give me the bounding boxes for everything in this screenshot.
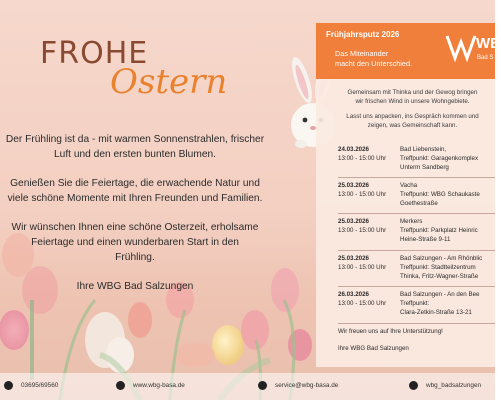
event-meeting-point: Treffpunkt: Parkplatz Heinric [400,226,478,234]
footer-instagram-text: wbg_badsalzungen [426,382,482,389]
event-location [400,182,480,208]
event-location [400,291,479,317]
event-place: Bad Liebenstein, [400,146,447,153]
event-time: 13:00 - 15:00 Uhr [338,154,387,162]
panel-title: Frühjahrsputz 2026 [326,30,400,39]
logo-text: WB [476,35,501,52]
panel-subtitle-line: Das Miteinander [335,49,389,58]
event-place: Merkers [400,218,423,225]
event-divider [338,250,495,251]
event-date-time [338,218,386,236]
event-date-time [338,255,386,273]
event-date: 25.03.2026 [338,255,369,262]
intro-line: zeigen, was Gemeinschaft kann. [367,122,458,129]
phone-icon [4,381,13,390]
logo-subtext: Bad S [477,55,494,61]
panel-intro [330,88,495,136]
panel-subtitle [335,49,412,69]
event-meeting-point: Treffpunkt: WBG Schaukaste [400,190,480,198]
footer-instagram[interactable] [409,381,481,390]
event-date: 25.03.2026 [338,182,369,189]
panel-subtitle-line: macht den Unterschied. [335,59,413,68]
event-location [400,255,482,281]
event-time: 13:00 - 15:00 Uhr [338,263,387,271]
event-address: Unterm Sandberg [400,163,449,171]
event-address: Goethestraße [400,199,438,207]
footer-email-text: service@wbg-basa.de [275,382,339,389]
event-date: 26.03.2026 [338,291,369,298]
footer-website[interactable] [116,381,185,390]
event-place: Vacha [400,182,418,189]
mail-icon [258,381,267,390]
event-place: Bad Salzungen - An den Bee [400,291,480,298]
event-address: Thinka, Fritz-Wagner-Straße [400,272,479,280]
event-date: 25.03.2026 [338,218,369,225]
footer-phone-text: 03695/69560 [21,382,59,389]
title-ostern: Ostern [110,62,228,102]
event-meeting-point: Treffpunkt: Garagenkomplex [400,154,479,162]
event-meeting-point: Treffpunkt: [400,299,430,307]
panel-outro: Wir freuen uns auf Ihre Unterstützung! [338,328,443,335]
panel-signature: Ihre WBG Bad Salzungen [338,345,409,352]
footer-phone[interactable] [4,381,58,390]
instagram-icon [409,381,418,390]
event-divider [338,213,495,214]
event-location [400,218,478,244]
event-time: 13:00 - 15:00 Uhr [338,226,387,234]
event-divider [338,286,495,287]
footer-website-text: www.wbg-basa.de [133,382,185,389]
event-address: Heine-Straße 9-11 [400,235,451,243]
event-time: 13:00 - 15:00 Uhr [338,190,387,198]
event-meeting-point: Treffpunkt: Stadtteilzentrum [400,263,476,271]
intro-line: Gemeinsam mit Thinka und der Gewog bringen [347,89,478,96]
greeting-signature: Ihre WBG Bad Salzungen [76,281,194,292]
event-time: 13:00 - 15:00 Uhr [338,299,387,307]
greeting-paragraph: Der Frühling ist da - mit warmen Sonnenstrahlen, frischer Luft und den ersten bunten Blumen. [5,134,265,160]
event-date-time [338,146,386,164]
footer-email[interactable] [258,381,338,390]
greeting-paragraph: Genießen Sie die Feiertage, die erwachende Natur und viele schöne Momente mit Ihren Freunden und Familien. [7,178,263,204]
event-date: 24.03.2026 [338,146,369,153]
intro-line: wir frischen Wind in unsere Wohngebiete. [355,98,470,105]
greeting-paragraph: Wir wünschen Ihnen eine schöne Osterzeit, erholsame Feiertage und einen wunderbaren Start in den Frühling. [11,222,259,263]
event-divider [338,323,495,324]
event-place: Bad Salzungen - Am Rhönblic [400,255,483,262]
event-date-time [338,182,386,200]
globe-icon [116,381,125,390]
event-location [400,146,478,172]
intro-line: Lasst uns anpacken, ins Gespräch kommen und [346,113,479,120]
event-date-time [338,291,386,309]
event-divider [338,177,495,178]
event-address: Clara-Zetkin-Straße 13-21 [400,308,472,316]
title-frohe: FROHE [40,36,149,71]
greeting-text [0,132,270,308]
